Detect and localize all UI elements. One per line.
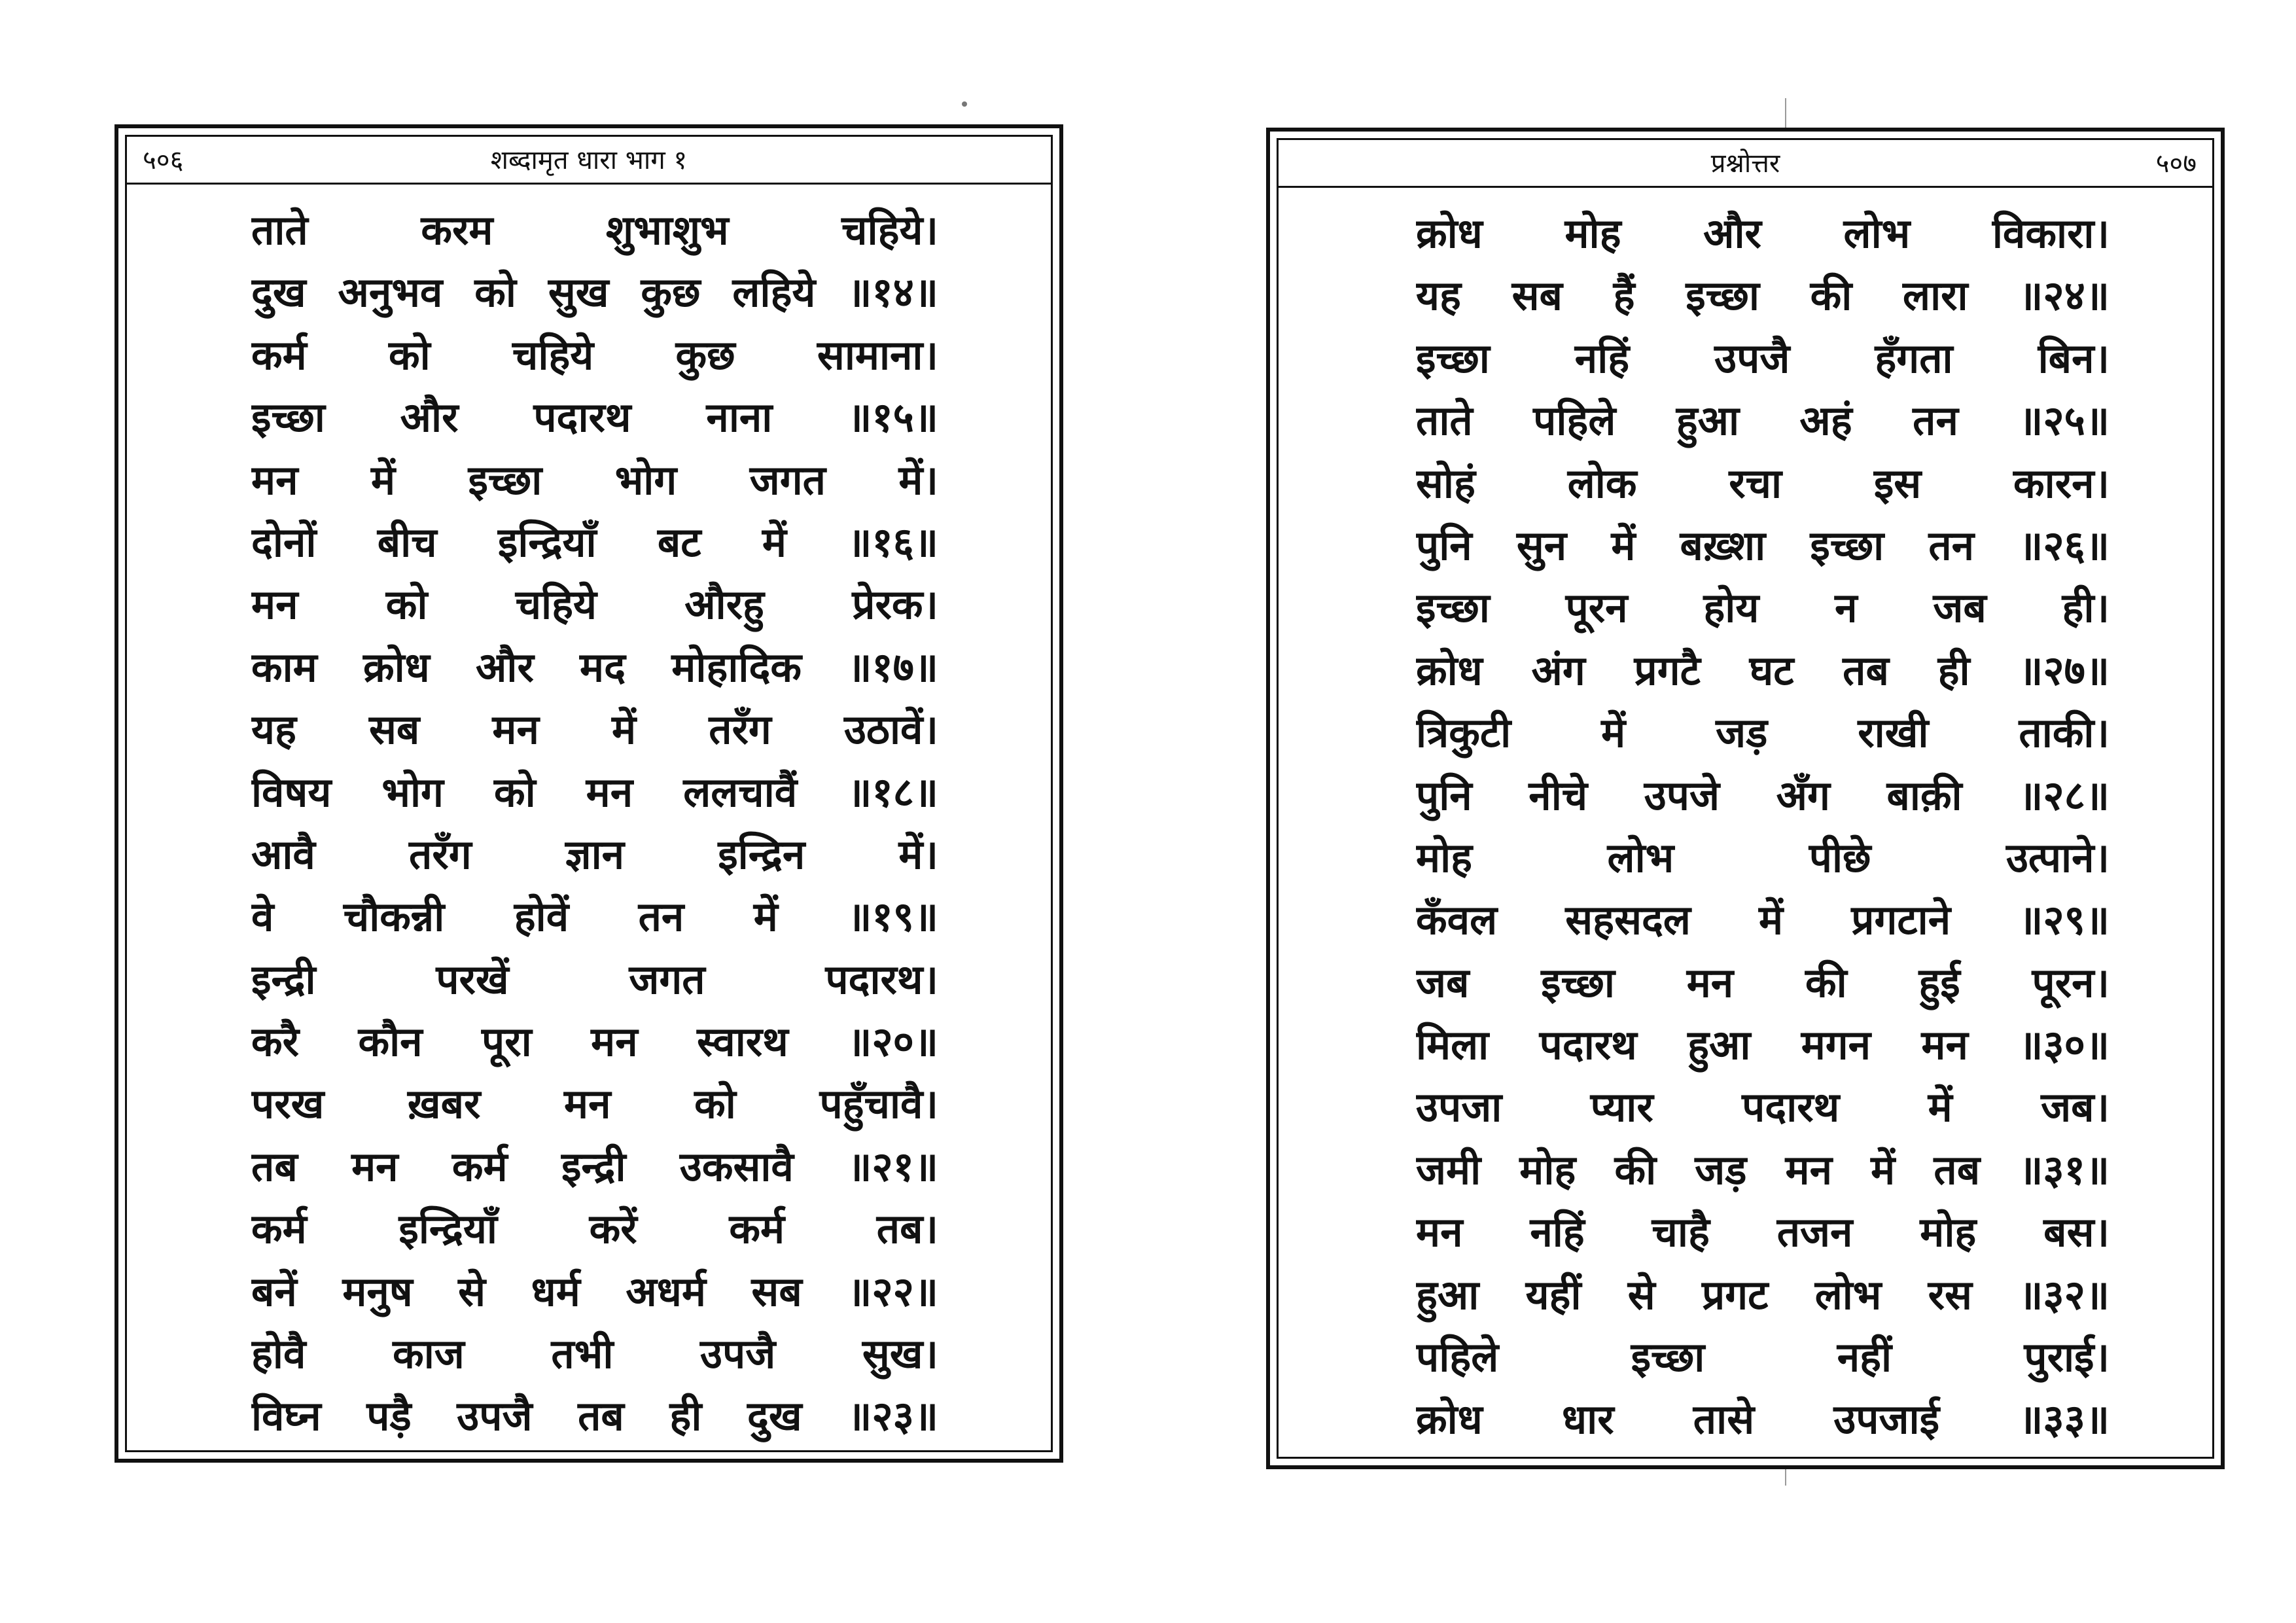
verse-line: इच्छा नहिं उपजै हँगता बिन।: [1416, 334, 2110, 382]
verse-line: क्रोध धार तासे उपजाई ॥३३॥: [1416, 1395, 2110, 1444]
verse-line: मन को चहिये औरहु प्रेरक।: [251, 580, 938, 629]
verse-line: मन में इच्छा भोग जगत में।: [251, 455, 938, 504]
verse-line: ताते करम शुभाशुभ चहिये।: [251, 206, 938, 254]
verse-line: पहिले इच्छा नहीं पुराई।: [1416, 1333, 2110, 1382]
verse-list: [1416, 202, 2110, 1451]
verse-line: तब मन कर्म इन्द्री उकसावै ॥२१॥: [251, 1142, 938, 1190]
verse-line: त्रिकुटी में जड़ राखी ताकी।: [1416, 709, 2110, 757]
verse-line: इच्छा पूरन होय न जब ही।: [1416, 584, 2110, 632]
verse-line: आवै तरँग ज्ञान इन्द्रिन में।: [251, 830, 938, 878]
verse-line: कँवल सहसदल में प्रगटाने ॥२९॥: [1416, 896, 2110, 944]
running-title: प्रश्नोत्तर: [1710, 149, 1780, 179]
verse-line: वे चौकन्नी होवें तन में ॥१९॥: [251, 893, 938, 941]
verse-line: मोह लोभ पीछे उत्पाने।: [1416, 833, 2110, 882]
verse-line: कर्म को चहिये कुछ सामाना।: [251, 330, 938, 379]
verse-line: काम क्रोध और मद मोहादिक ॥१७॥: [251, 643, 938, 691]
verse-line: होवै काज तभी उपजै सुख।: [251, 1330, 938, 1378]
verse-line: दुख अनुभव को सुख कुछ लहिये ॥१४॥: [251, 268, 938, 317]
verse-line: दोनों बीच इन्द्रियाँ बट में ॥१६॥: [251, 518, 938, 566]
right-page-header: [1279, 140, 2212, 188]
verse-line: पुनि सुन में बख़्शा इच्छा तन ॥२६॥: [1416, 521, 2110, 569]
verse-line: विघ्न पड़ै उपजै तब ही दुख ॥२३॥: [251, 1392, 938, 1440]
verse-line: हुआ यहीं से प्रगट लोभ रस ॥३२॥: [1416, 1270, 2110, 1319]
page-number: ५०६: [143, 145, 184, 175]
verse-line: मिला पदारथ हुआ मगन मन ॥३०॥: [1416, 1021, 2110, 1069]
verse-line: कर्म इन्द्रियाँ करें कर्म तब।: [251, 1205, 938, 1253]
left-page-header: [127, 137, 1051, 185]
verse-line: करै कौन पूरा मन स्वारथ ॥२०॥: [251, 1018, 938, 1066]
verse-line: क्रोध अंग प्रगटै घट तब ही ॥२७॥: [1416, 646, 2110, 694]
verse-line: जमी मोह की जड़ मन में तब ॥३१॥: [1416, 1145, 2110, 1194]
verse-line: सोहं लोक रचा इस कारन।: [1416, 459, 2110, 507]
verse-line: उपजा प्यार पदारथ में जब।: [1416, 1083, 2110, 1132]
right-page-inner-frame: [1277, 138, 2214, 1459]
running-title: शब्दामृत धारा भाग १: [490, 145, 688, 175]
verse-line: पुनि नीचे उपजे अँग बाक़ी ॥२८॥: [1416, 771, 2110, 819]
verse-line: बनें मनुष से धर्म अधर्म सब ॥२२॥: [251, 1267, 938, 1315]
verse-line: ताते पहिले हुआ अहं तन ॥२५॥: [1416, 397, 2110, 445]
verse-line: क्रोध मोह और लोभ विकारा।: [1416, 209, 2110, 257]
page-number: ५०७: [2155, 149, 2197, 179]
right-page: [1266, 128, 2225, 1469]
verse-line: इच्छा और पदारथ नाना ॥१५॥: [251, 393, 938, 442]
verse-line: विषय भोग को मन ललचावैं ॥१८॥: [251, 768, 938, 816]
left-page: [115, 124, 1063, 1463]
verse-line: जब इच्छा मन की हुई पूरन।: [1416, 958, 2110, 1007]
verse-line: यह सब हैं इच्छा की लारा ॥२४॥: [1416, 272, 2110, 320]
verse-list: [251, 199, 938, 1448]
scan-speck: [962, 101, 967, 107]
verse-line: परख ख़बर मन को पहुँचावै।: [251, 1080, 938, 1128]
left-page-inner-frame: [125, 135, 1053, 1452]
verse-line: मन नहिं चाहै तजन मोह बस।: [1416, 1208, 2110, 1257]
verse-line: इन्द्री परखें जगत पदारथ।: [251, 955, 938, 1003]
verse-line: यह सब मन में तरँग उठावें।: [251, 705, 938, 754]
